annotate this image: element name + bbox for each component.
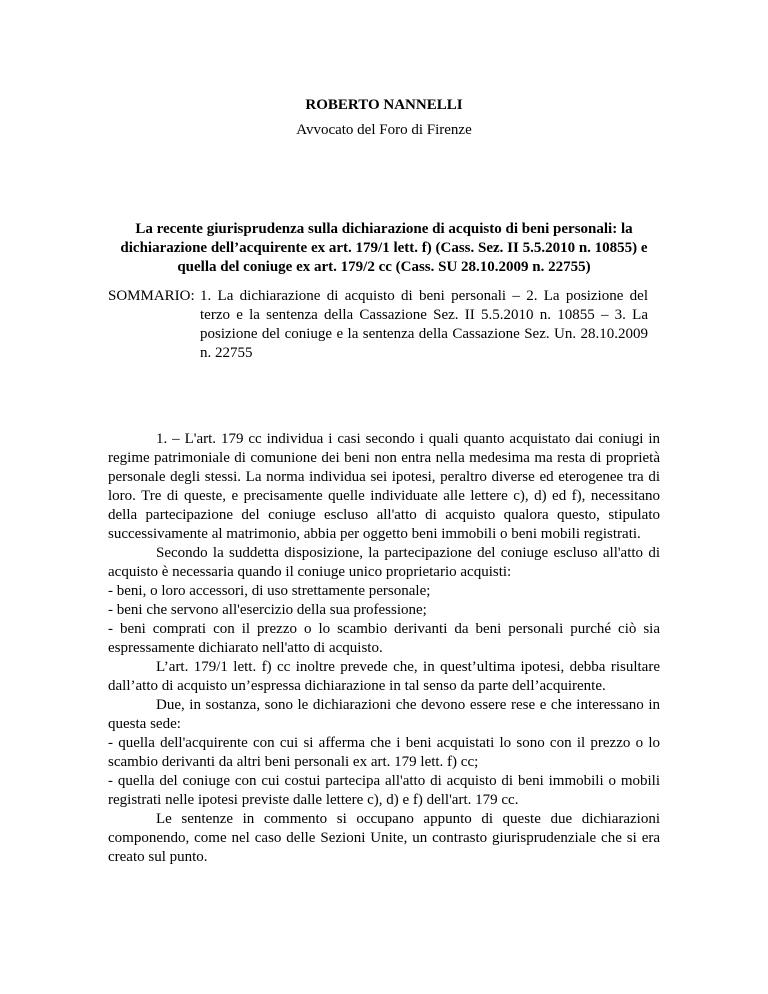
list-item: - beni, o loro accessori, di uso strettamente personale; <box>108 583 431 599</box>
body-text <box>108 430 660 867</box>
paragraph: Due, in sostanza, sono le dichiarazioni che devono essere rese e che interessano in questa sede: <box>108 697 660 732</box>
author-affiliation: Avvocato del Foro di Firenze <box>296 122 472 138</box>
list-item: - quella dell'acquirente con cui si afferma che i beni acquistati lo sono con il prezzo o lo scambio derivanti da altri beni personali ex art. 179 lett. f) cc; <box>108 735 660 770</box>
list-item: - beni comprati con il prezzo o lo scambio derivanti da beni personali purché ciò sia espressamente dichiarato nell'atto di acquisto. <box>108 621 660 656</box>
paragraph: Le sentenze in commento si occupano appunto di queste due dichiarazioni componendo, come nel caso delle Sezioni Unite, un contrasto giurisprudenziale che si era creato sul punto. <box>108 811 660 865</box>
summary-label: SOMMARIO: <box>108 288 195 304</box>
document-title: La recente giurisprudenza sulla dichiarazione di acquisto di beni personali: la dichiarazione dell’acquirente ex art. 179/1 lett. f) (Cass. Sez. II 5.5.2010 n. 10855) e quella del coniuge ex art. 179/2 cc (Cass. SU 28.10.2009 n. 22755) <box>120 221 648 275</box>
paragraph: 1. – L'art. 179 cc individua i casi secondo i quali quanto acquistato dai coniugi in regime patrimoniale di comunione dei beni non entra nella medesima ma resta di proprietà personale degli stessi. La norma individua sei ipotesi, peraltro diverse ed eterogenee tra di loro. Tre di queste, e precisamente quelle individuate alle lettere c), d) ed f), necessitano della partecipazione del coniuge escluso all'atto di acquisto qualora questo, stipulato successivamente al matrimonio, abbia per oggetto beni immobili o beni mobili registrati. <box>108 431 660 542</box>
paragraph: Secondo la suddetta disposizione, la partecipazione del coniuge escluso all'atto di acquisto è necessaria quando il coniuge unico proprietario acquisti: <box>108 545 660 580</box>
list-item: - quella del coniuge con cui costui partecipa all'atto di acquisto di beni immobili o mobili registrati nelle ipotesi previste dalle lettere c), d) e f) dell'art. 179 cc. <box>108 773 660 808</box>
list-item: - beni che servono all'esercizio della sua professione; <box>108 602 427 618</box>
author-name: ROBERTO NANNELLI <box>305 97 463 113</box>
paragraph: L’art. 179/1 lett. f) cc inoltre prevede che, in quest’ultima ipotesi, debba risultare dall’atto di acquisto un’espressa dichiarazione in tal senso da parte dell’acquirente. <box>108 659 660 694</box>
summary-text: 1. La dichiarazione di acquisto di beni personali – 2. La posizione del terzo e la sentenza della Cassazione Sez. II 5.5.2010 n. 10855 – 3. La posizione del coniuge e la sentenza della Cassazione Sez. Un. 28.10.2009 n. 22755 <box>200 288 648 361</box>
